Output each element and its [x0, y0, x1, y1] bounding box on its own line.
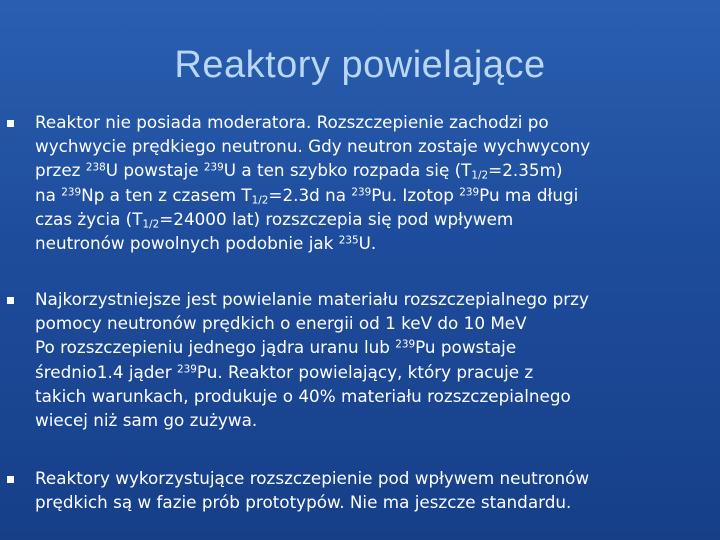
- bullet-line: [35, 183, 707, 207]
- text-run: takich warunkach, produkuje o 40% materiału rozszczepialnego: [35, 385, 571, 406]
- bullet-text: [35, 466, 707, 514]
- superscript: 239: [177, 362, 197, 375]
- text-run: prędkich są w fazie prób prototypów. Nie ma jeszcze standardu.: [35, 492, 572, 513]
- text-run: =2.35m): [488, 160, 563, 181]
- bullet-line: [35, 110, 707, 134]
- text-run: Pu powstaje: [415, 337, 517, 358]
- bullet-text: [35, 110, 707, 255]
- text-run: U a ten szybko rozpada się (T: [223, 160, 472, 181]
- bullet-line: [35, 158, 707, 182]
- text-run: Pu. Izotop: [371, 184, 460, 205]
- subscript: 1/2: [142, 218, 160, 231]
- superscript: 239: [351, 185, 372, 198]
- bullet-line: [35, 207, 707, 231]
- text-run: =2.3d na: [268, 184, 352, 205]
- text-run: U powstaje: [105, 160, 204, 181]
- superscript: 235: [338, 234, 359, 247]
- text-run: wiecej niż sam go zużywa.: [35, 410, 258, 431]
- text-run: wychwycie prędkiego neutronu. Gdy neutron zostaje wychwycony: [35, 136, 591, 157]
- bullet-line: [35, 490, 707, 514]
- text-run: czas życia (T: [35, 208, 143, 229]
- bullet-square-icon: [7, 476, 14, 483]
- bullet-line: [35, 287, 707, 311]
- bullet-square-icon: [7, 120, 14, 127]
- bullet-line: [35, 134, 707, 158]
- bullet-line: [35, 335, 707, 359]
- slide-title: Reaktory powielające: [174, 44, 546, 86]
- bullet-line: [35, 360, 707, 384]
- bullet-text: [35, 287, 707, 432]
- text-run: Np a ten z czasem T: [81, 184, 252, 205]
- bullet-line: [35, 311, 707, 335]
- subscript: 1/2: [251, 194, 269, 207]
- text-run: Po rozszczepieniu jednego jądra uranu lub: [35, 337, 396, 358]
- superscript: 239: [459, 185, 480, 198]
- bullet-line: [35, 408, 707, 432]
- text-run: U.: [358, 233, 377, 254]
- text-run: Reaktor nie posiada moderatora. Rozszczepienie zachodzi po: [35, 112, 549, 132]
- text-run: Najkorzystniejsze jest powielanie materiału rozszczepialnego przy: [35, 289, 589, 309]
- text-run: na: [35, 184, 62, 205]
- bullet-line: [35, 231, 707, 255]
- text-run: Reaktory wykorzystujące rozszczepienie pod wpływem neutronów: [35, 468, 590, 488]
- text-run: Pu. Reaktor powielający, który pracuje z: [196, 361, 534, 382]
- subscript: 1/2: [471, 170, 489, 182]
- bullet-square-icon: [7, 297, 14, 304]
- text-run: Pu ma długi: [479, 184, 579, 205]
- text-run: średnio1.4 jąder: [35, 361, 177, 382]
- bullet-line: [35, 466, 707, 490]
- text-run: pomocy neutronów prędkich o energii od 1 keV do 10 MeV: [35, 313, 527, 334]
- superscript: 239: [61, 185, 82, 198]
- superscript: 238: [85, 161, 106, 174]
- superscript: 239: [203, 161, 224, 174]
- text-run: =24000 lat) rozszczepia się pod wpływem: [159, 208, 514, 229]
- text-run: neutronów powolnych podobnie jak: [35, 233, 339, 254]
- bullet-line: [35, 384, 707, 408]
- superscript: 239: [395, 338, 416, 351]
- text-run: przez: [35, 160, 86, 181]
